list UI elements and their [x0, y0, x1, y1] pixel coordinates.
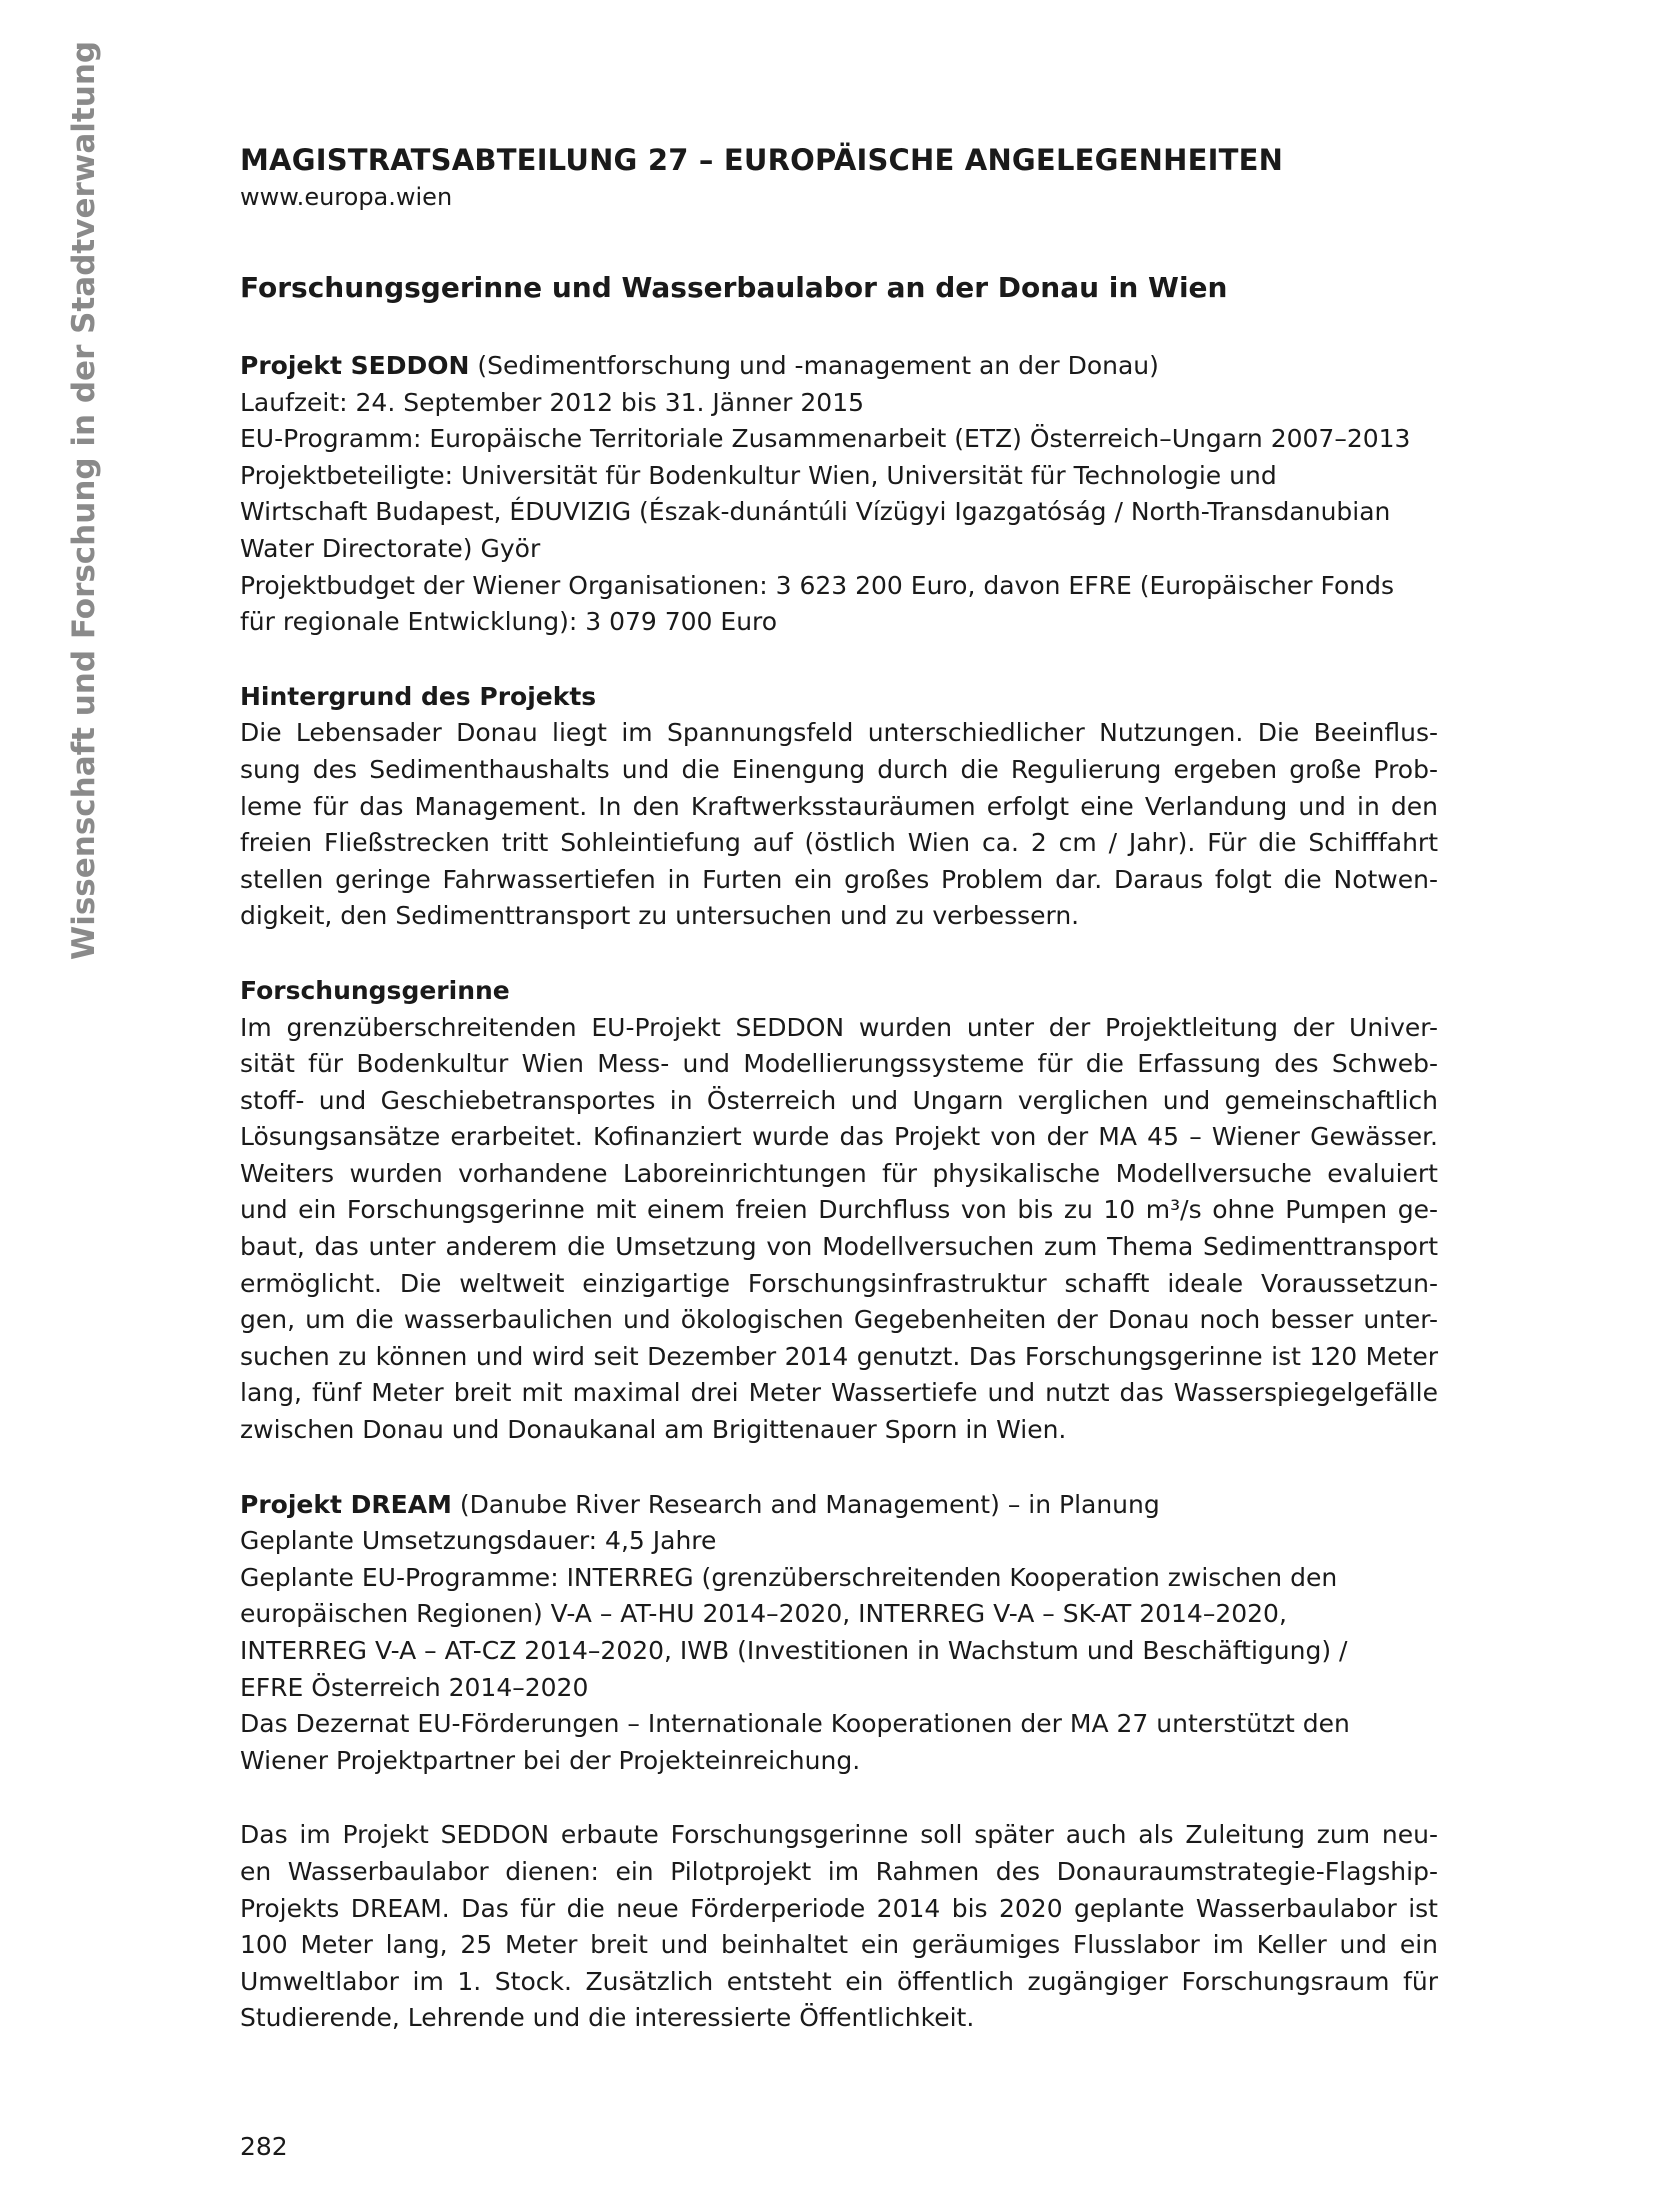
- closing-line: Umweltlabor im 1. Stock. Zusätzlich entsteht ein öffentlich zugängiger Forschungsraum für: [240, 1966, 1438, 1996]
- closing-line: Studierende, Lehrende und die interessierte Öffentlichkeit.: [240, 2003, 975, 2033]
- section-title: Forschungsgerinne und Wasserbaulabor an der Donau in Wien: [240, 271, 1228, 304]
- dream-block: [240, 1487, 1438, 1780]
- forschungsgerinne-line: und ein Forschungsgerinne mit einem freien Durchfluss von bis zu 10 m³/s ohne Pumpen ge-: [240, 1195, 1438, 1225]
- dream-line: Wiener Projektpartner bei der Projekteinreichung.: [240, 1745, 861, 1775]
- seddon-line: Projektbeteiligte: Universität für Bodenkultur Wien, Universität für Technologie und: [240, 460, 1277, 490]
- hintergrund-line: digkeit, den Sedimenttransport zu untersuchen und zu verbessern.: [240, 901, 1080, 931]
- forschungsgerinne-line: Lösungsansätze erarbeitet. Kofinanziert wurde das Projekt von der MA 45 – Wiener Gewässer.: [240, 1122, 1438, 1152]
- forschungsgerinne-line: gen, um die wasserbaulichen und ökologischen Gegebenheiten der Donau noch besser unter-: [240, 1305, 1438, 1335]
- closing-line: 100 Meter lang, 25 Meter breit und beinhaltet ein geräumiges Flusslabor im Keller und ein: [240, 1930, 1438, 1960]
- forschungsgerinne-line: ermöglicht. Die weltweit einzigartige Forschungsinfrastruktur schafft ideale Voraussetzun-: [240, 1268, 1438, 1298]
- dream-line: EFRE Österreich 2014–2020: [240, 1672, 589, 1702]
- forschungsgerinne-line: baut, das unter anderem die Umsetzung von Modellversuchen zum Thema Sedimenttransport: [240, 1232, 1438, 1262]
- dream-line: europäischen Regionen) V-A – AT-HU 2014–2020, INTERREG V-A – SK-AT 2014–2020,: [240, 1599, 1287, 1629]
- hintergrund-line: freien Fließstrecken tritt Sohleintiefung auf (östlich Wien ca. 2 cm / Jahr). Für die Schifffahrt: [240, 828, 1438, 858]
- org-title: MAGISTRATSABTEILUNG 27 – EUROPÄISCHE ANGELEGENHEITEN: [240, 143, 1284, 177]
- hintergrund-line: Die Lebensader Donau liegt im Spannungsfeld unterschiedlicher Nutzungen. Die Beeinflus-: [240, 718, 1438, 748]
- org-url[interactable]: www.europa.wien: [240, 183, 453, 211]
- seddon-name-suffix: (Sedimentforschung und -management an der Donau): [469, 351, 1159, 380]
- hintergrund-heading: Hintergrund des Projekts: [240, 681, 597, 711]
- forschungsgerinne-line: Im grenzüberschreitenden EU-Projekt SEDDON wurden unter der Projektleitung der Univer-: [240, 1012, 1438, 1042]
- forschungsgerinne-line: stoff- und Geschiebetransportes in Österreich und Ungarn verglichen und gemeinschaftlich: [240, 1085, 1438, 1115]
- side-running-title: Wissenschaft und Forschung in der Stadtverwaltung: [66, 40, 102, 960]
- seddon-block: [240, 348, 1438, 641]
- forschungsgerinne-line: sität für Bodenkultur Wien Mess- und Modellierungssysteme für die Erfassung des Schweb-: [240, 1049, 1438, 1079]
- hintergrund-line: leme für das Management. In den Kraftwerksstauräumen erfolgt eine Verlandung und in den: [240, 791, 1438, 821]
- seddon-line: Water Directorate) Györ: [240, 533, 541, 563]
- seddon-line: für regionale Entwicklung): 3 079 700 Euro: [240, 607, 778, 637]
- forschungsgerinne-line: lang, fünf Meter breit mit maximal drei Meter Wassertiefe und nutzt das Wasserspiegelgefälle: [240, 1378, 1438, 1408]
- seddon-line: EU-Programm: Europäische Territoriale Zusammenarbeit (ETZ) Österreich–Ungarn 2007–2013: [240, 424, 1411, 454]
- closing-line: en Wasserbaulabor dienen: ein Pilotprojekt im Rahmen des Donauraumstrategie-Flagship-: [240, 1856, 1438, 1886]
- closing-block: [240, 1817, 1438, 2037]
- dream-name-suffix: (Danube River Research and Management) – in Planung: [451, 1489, 1160, 1519]
- page-number: 282: [240, 2132, 288, 2161]
- seddon-title-line: [240, 348, 1438, 385]
- closing-line: Das im Projekt SEDDON erbaute Forschungsgerinne soll später auch als Zuleitung zum neu-: [240, 1820, 1438, 1850]
- dream-title-line: [240, 1487, 1438, 1524]
- forschungsgerinne-block: [240, 973, 1438, 1449]
- dream-line: Geplante EU-Programme: INTERREG (grenzüberschreitenden Kooperation zwischen den: [240, 1562, 1338, 1592]
- seddon-name: Projekt SEDDON: [240, 351, 470, 380]
- page-content: [240, 140, 1438, 2075]
- seddon-line: Projektbudget der Wiener Organisationen: 3 623 200 Euro, davon EFRE (Europäischer Fonds: [240, 570, 1394, 600]
- dream-line: INTERREG V-A – AT-CZ 2014–2020, IWB (Investitionen in Wachstum und Beschäftigung) /: [240, 1636, 1348, 1665]
- dream-name: Projekt DREAM: [240, 1489, 452, 1519]
- hintergrund-line: stellen geringe Fahrwassertiefen in Furten ein großes Problem dar. Daraus folgt die Notwen-: [240, 864, 1438, 894]
- forschungsgerinne-line: suchen zu können und wird seit Dezember 2014 genutzt. Das Forschungsgerinne ist 120 Meter: [240, 1341, 1438, 1371]
- forschungsgerinne-heading: Forschungsgerinne: [240, 975, 510, 1005]
- forschungsgerinne-line: zwischen Donau und Donaukanal am Brigittenauer Sporn in Wien.: [240, 1415, 1067, 1445]
- dream-line: Geplante Umsetzungsdauer: 4,5 Jahre: [240, 1526, 717, 1556]
- hintergrund-block: [240, 679, 1438, 935]
- dream-line: Das Dezernat EU-Förderungen – Internationale Kooperationen der MA 27 unterstützt den: [240, 1709, 1350, 1739]
- seddon-line: Wirtschaft Budapest, ÉDUVIZIG (Észak-dunántúli Vízügyi Igazgatóság / North-Transdanubian: [240, 497, 1391, 527]
- seddon-line: Laufzeit: 24. September 2012 bis 31. Jänner 2015: [240, 387, 865, 417]
- closing-line: Projekts DREAM. Das für die neue Förderperiode 2014 bis 2020 geplante Wasserbaulabor ist: [240, 1893, 1438, 1923]
- hintergrund-line: sung des Sedimenthaushalts und die Einengung durch die Regulierung ergeben große Prob-: [240, 754, 1438, 784]
- forschungsgerinne-line: Weiters wurden vorhandene Laboreinrichtungen für physikalische Modellversuche evaluiert: [240, 1158, 1438, 1188]
